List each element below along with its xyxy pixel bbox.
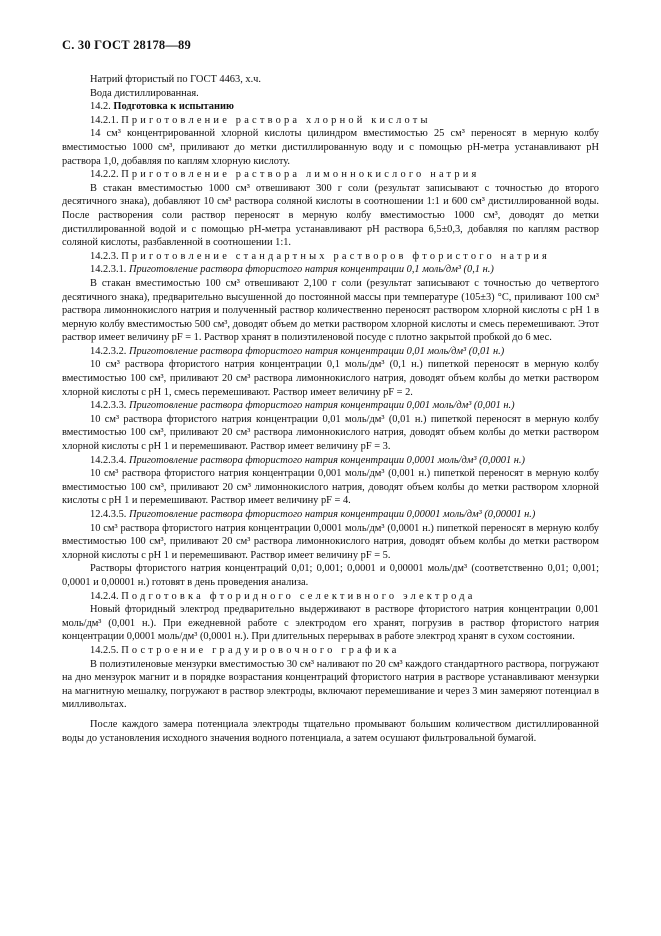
reagent-line: Вода дистиллированная. <box>90 87 199 99</box>
section-title: Приготовление раствора хлорной кислоты <box>121 114 431 126</box>
section-title: Приготовление раствора фтористого натрия концентрации 0,01 моль/дм³ (0,01 н.) <box>128 345 505 357</box>
section-number: 14.2.3.1. <box>90 264 127 276</box>
paragraph: 10 см³ раствора фтористого натрия концентрации 0,001 моль/дм³ (0,001 н.) пипеткой переносят в мерную колбу вместимостью 100 см³, приливают 20 см³ лимоннокислого натрия, доводят объем колбы до метки раствором хлорной кислоты с рН 1 и перемешивают. Раствор имеет величину рF = 4. <box>62 468 599 507</box>
section-number: 14.2.3. <box>90 250 119 262</box>
subsection-heading <box>62 168 599 182</box>
section-number: 14.2.2. <box>90 169 119 181</box>
paragraph: Новый фторидный электрод предварительно выдерживают в растворе фтористого натрия концентрации 0,001 моль/дм³ (0,001 н.). При ежедневной работе с электродом его хранят, погрузив в раствор фтористого натрия концентрации 0,0001 моль/дм³ (0,0001 н.). При длительных перерывах в работе электрод хранят в сухом состоянии. <box>62 604 599 643</box>
section-number: 14.2.3.3. <box>90 400 127 412</box>
section-title: Приготовление раствора фтористого натрия концентрации 0,00001 моль/дм³ (0,00001 н.) <box>128 509 536 520</box>
subsection-heading <box>62 508 599 522</box>
paragraph: В стакан вместимостью 100 см³ отвешивают 2,100 г соли (результат записывают с точностью до четвертого десятичного знака), предварительно высушенной до постоянной массы при температуре (105±3) °С, приливают 100 см³ раствора лимоннокислого натрия и полученный раствор количественно переносят раствором хлорной кислоты с рН 1 в мерную колбу вместимостью 500 см³, доводят объем до метки раствором хлорной кислоты и смесь перемешивают. Этот раствор имеет величину рF = 1. Раствор хранят в полиэтиленовой посуде с плотно закрытой пробкой до 6 мес. <box>62 277 599 344</box>
section-number: 14.2.5. <box>90 644 119 656</box>
section-number: 14.2.3.2. <box>90 345 127 357</box>
section-title: Приготовление раствора фтористого натрия концентрации 0,0001 моль/дм³ (0,0001 н.) <box>128 454 525 466</box>
subsection-heading <box>62 345 599 359</box>
section-title: Приготовление раствора лимоннокислого натрия <box>121 169 480 181</box>
paragraph: 10 см³ раствора фтористого натрия концентрации 0,0001 моль/дм³ (0,0001 н.) пипеткой переносят в мерную колбу вместимостью 100 см³, приливают 20 см³ раствора лимоннокислого натрия, доводят объем колбы до метки раствором хлорной кислоты с рН 1 и перемешивают. Раствор имеет величину рF = 5. <box>62 522 599 561</box>
page-header: С. 30 ГОСТ 28178—89 <box>62 38 191 52</box>
section-heading <box>62 100 599 114</box>
section-title: Подготовка фторидного селективного электрода <box>121 590 476 602</box>
subsection-heading <box>62 590 599 604</box>
paragraph: В стакан вместимостью 1000 см³ отвешивают 300 г соли (результат записывают с точностью до второго десятичного знака), добавляют 10 см³ раствора соляной кислоты в соотношении 1:1 и 600 см³ дистиллированной воды. После растворения соли раствор переносят в мерную колбу вместимостью 1000 см³, доводят до метки дистиллированной водой и с помощью рН-метра устанавливают рН раствора 6,5±0,3, добавляя по каплям раствор соляной кислоты, разбавленной в соотношении 1:1. <box>62 182 599 249</box>
section-number: 12.4.3.5. <box>90 509 127 520</box>
section-number: 14.2.1. <box>90 114 119 126</box>
section-title: Приготовление стандартных растворов фтористого натрия <box>121 250 550 262</box>
subsection-heading <box>62 250 599 264</box>
section-title: Приготовление раствора фтористого натрия концентрации 0,1 моль/дм³ (0,1 н.) <box>128 264 494 276</box>
section-number: 14.2.4. <box>90 590 119 602</box>
section-title: Построение градуировочного графика <box>121 644 400 656</box>
section-title: Приготовление раствора фтористого натрия концентрации 0,001 моль/дм³ (0,001 н.) <box>128 400 515 412</box>
subsection-heading <box>62 644 599 658</box>
paragraph: 14 см³ концентрированной хлорной кислоты цилиндром вместимостью 25 см³ переносят в мерную колбу вместимостью 1000 см³, приливают до метки дистиллированную воду и с помощью рН-метра устанавливают рН раствора 1,0, добавляя по каплям хлорную кислоту. <box>62 128 599 167</box>
subsection-heading <box>62 114 599 128</box>
subsection-heading <box>62 263 599 277</box>
paragraph: В полиэтиленовые мензурки вместимостью 30 см³ наливают по 20 см³ каждого стандартного раствора, погружают на дно мензурок магнит и в порядке возрастания концентраций фтористого натрия в растворе устанавливают мензурки на магнитную мешалку, погружают в раствор электроды, включают перемешивание и через 3 мин замеряют потенциал в милливольтах. <box>62 658 599 711</box>
section-title: Подготовка к испытанию <box>113 101 234 113</box>
reagent-line: Натрий фтористый по ГОСТ 4463, х.ч. <box>90 74 262 85</box>
section-number: 14.2. <box>90 101 111 113</box>
paragraph: После каждого замера потенциала электроды тщательно промывают большим количеством дистиллированной воды до установления исходного значения водного потенциала, а затем осушают фильтровальной бумагой. <box>62 718 599 744</box>
paragraph: 10 см³ раствора фтористого натрия концентрации 0,01 моль/дм³ (0,01 н.) пипеткой переносят в мерную колбу вместимостью 100 см³, приливают 20 см³ раствора лимоннокислого натрия, доводят объем колбы до метки раствором хлорной кислоты с рН 1 и перемешивают. Раствор имеет величину рF = 3. <box>62 413 599 453</box>
paragraph: 10 см³ раствора фтористого натрия концентрации 0,1 моль/дм³ (0,1 н.) пипеткой переносят в мерную колбу вместимостью 100 см³, приливают 20 см³ раствора лимоннокислого натрия, доводят объем колбы до метки раствором хлорной кислоты с рН 1, смесь перемешивают. Раствор имеет величину рF = 2. <box>62 359 599 398</box>
subsection-heading <box>62 454 599 468</box>
section-number: 14.2.3.4. <box>90 454 127 466</box>
subsection-heading <box>62 399 599 413</box>
paragraph: Растворы фтористого натрия концентраций 0,01; 0,001; 0,0001 и 0,00001 моль/дм³ (соответственно 0,01; 0,001; 0,0001 и 0,00001 н.) готовят в день проведения анализа. <box>62 563 599 588</box>
